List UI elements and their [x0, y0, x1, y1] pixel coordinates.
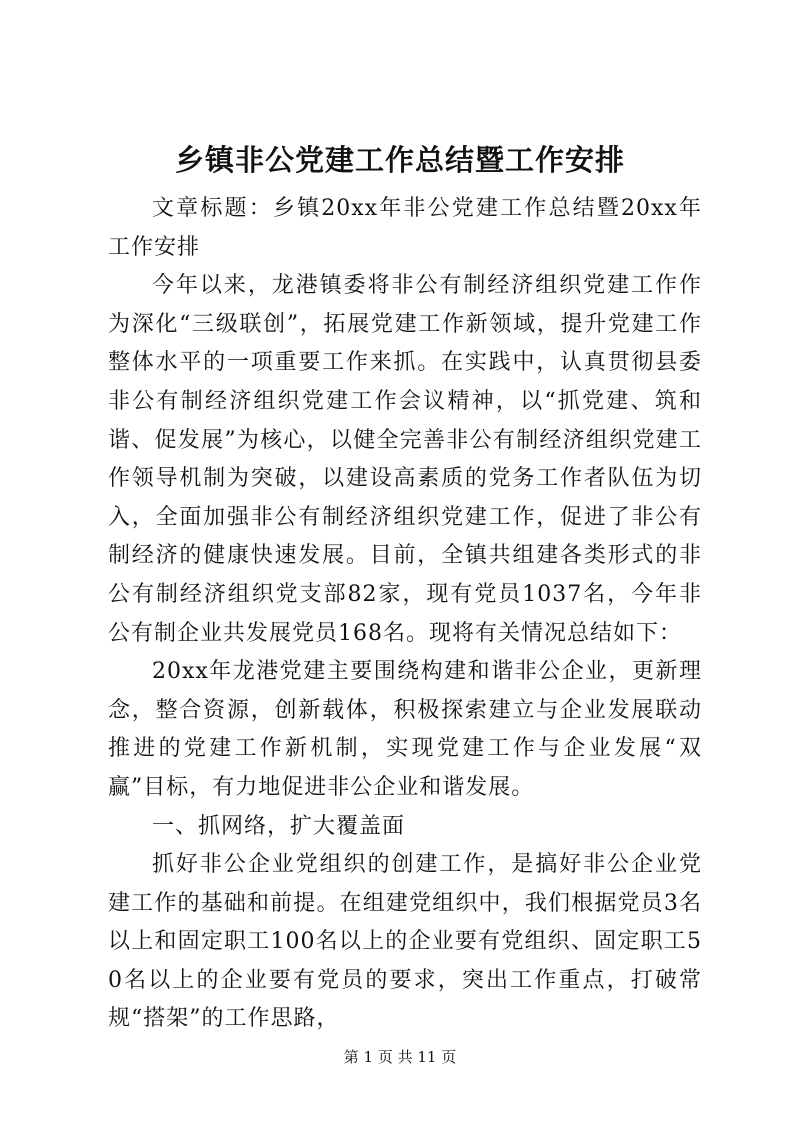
section-heading: 一、抓网络，扩大覆盖面	[152, 813, 406, 839]
intro-paragraph: 今年以来，龙港镇委将非公有制经济组织党建工作作为深化“三级联创”，拓展党建工作新领域，提升党建工作整体水平的一项重要工作来抓。在实践中，认真贯彻县委非公有制经济组织党建工作会议精神，以“抓党建、筑和谐、促发展”为核心，以健全完善非公有制经济组织党建工作领导机制为突破，以建设高素质的党务工作者队伍为切入，全面加强非公有制经济组织党建工作，促进了非公有制经济的健康快速发展。目前，全镇共组建各类形式的非公有制经济组织党支部82家，现有党员1037名，今年非公有制企业共发展党员168名。现将有关情况总结如下：	[108, 273, 702, 646]
document-body	[108, 190, 702, 1039]
article-title-paragraph: 文章标题：乡镇20xx年非公党建工作总结暨20xx年工作安排	[108, 196, 702, 260]
summary-paragraph: 20xx年龙港党建主要围绕构建和谐非公企业，更新理念，整合资源，创新载体，积极探索建立与企业发展联动推进的党建工作新机制，实现党建工作与企业发展“双赢”目标，有力地促进非公企业和谐发展。	[108, 659, 702, 800]
section-paragraph: 抓好非公企业党组织的创建工作，是搞好非公企业党建工作的基础和前提。在组建党组织中，我们根据党员3名以上和固定职工100名以上的企业要有党组织、固定职工50名以上的企业要有党员的要求，突出工作重点，打破常规“搭架”的工作思路，	[108, 852, 702, 1032]
page-footer: 第 1 页 共 11 页	[343, 1048, 457, 1066]
document-title: 乡镇非公党建工作总结暨工作安排	[174, 143, 625, 177]
